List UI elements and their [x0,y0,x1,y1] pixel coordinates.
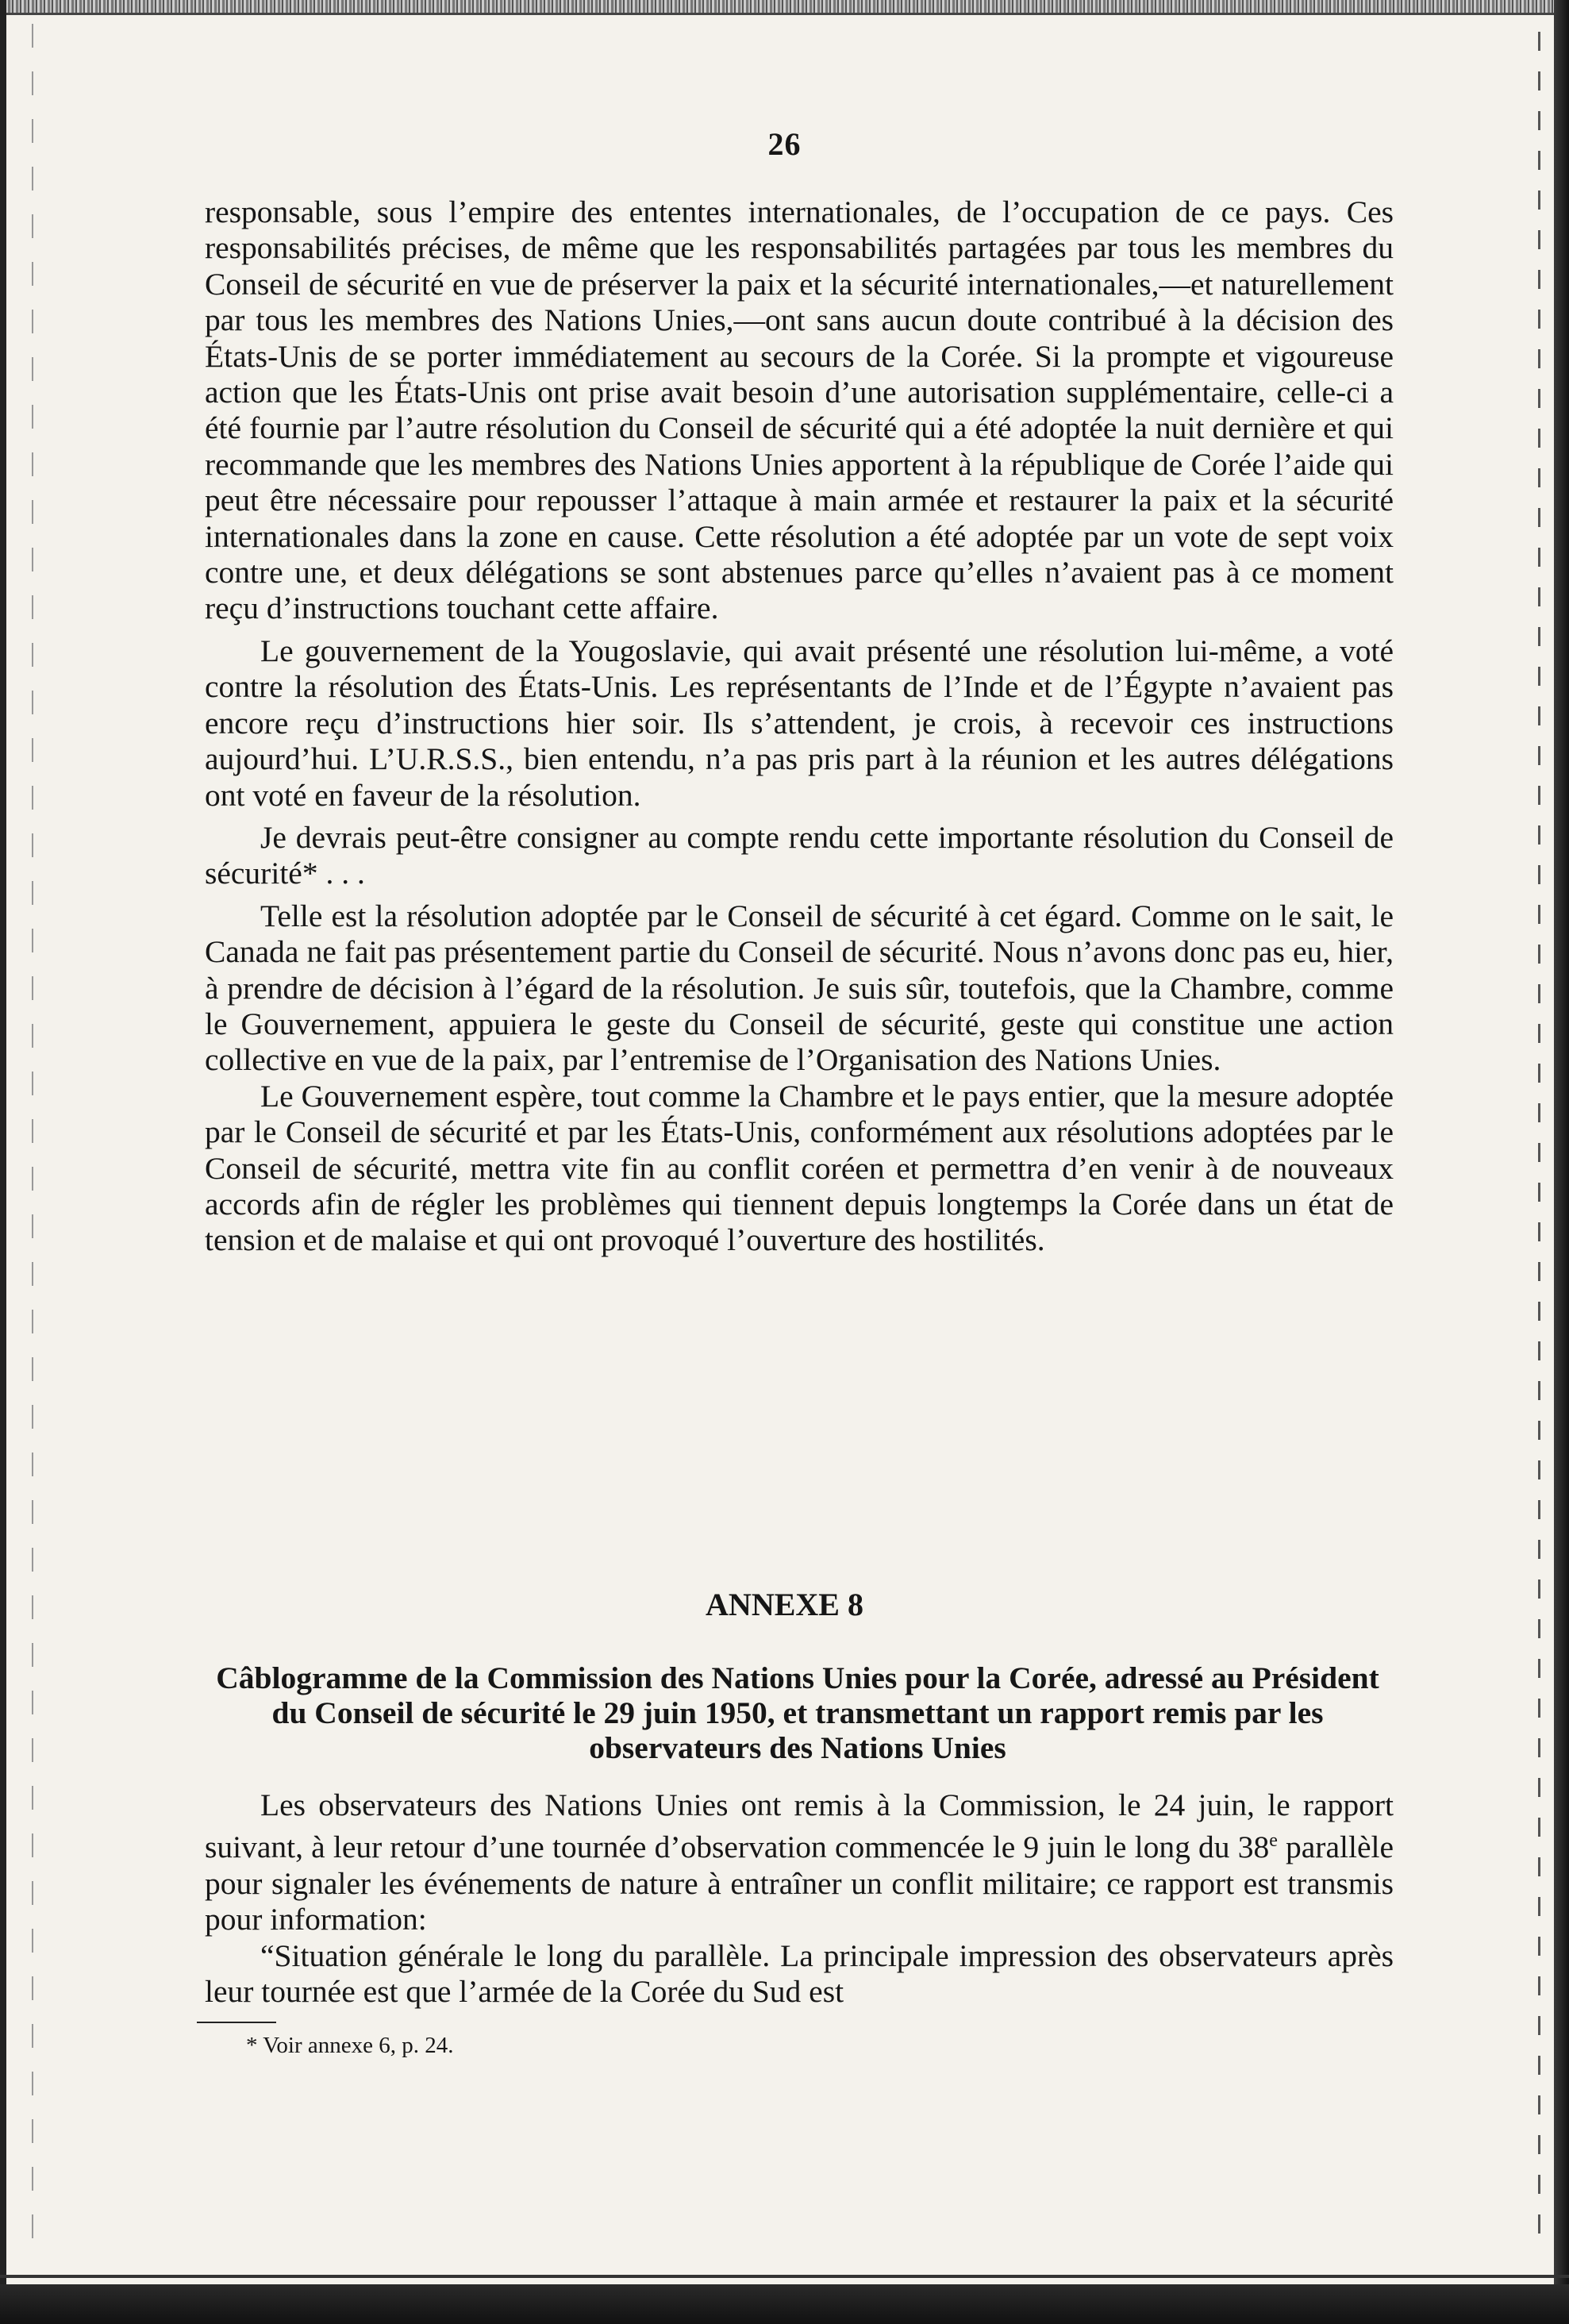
scan-left-edge [0,0,6,2324]
footnote-rule [197,2022,276,2023]
annex-paragraph-intro: Les observateurs des Nations Unies ont remis à la Commission, le 24 juin, le rapport suivant, à leur retour d’une tournée d’observation commencée le 9 juin le long du 38e parallèle pour signaler les événements de nature à entraîner un conflit militaire; ce rapport est transmis pour information: [205,1787,1394,1937]
scan-left-perforation [32,24,33,2262]
paragraph-consigner: Je devrais peut-être consigner au compte rendu cette importante résolution du Conseil de sécurité* . . . [205,819,1394,891]
scan-right-edge [1554,0,1569,2324]
scan-top-rule [0,13,1569,15]
annex-title: ANNEXE 8 [706,1587,863,1622]
annex-heading: Câblogramme de la Commission des Nations Unies pour la Corée, adressé au Président du Conseil de sécurité le 29 juin 1950, et transmettant un rapport remis par les observateurs des Nations Unies [216,1660,1379,1765]
paragraph-continuation: responsable, sous l’empire des ententes internationales, de l’occupation de ce pays. Ces responsabilités précises, de même que les responsabilités partagées par tous les membres du Conseil de sécurité en vue de préserver la paix et la sécurité internationales,—et naturellement par tous les membres des Nations Unies,—ont sans aucun doute contribué à la décision des États-Unis de se porter immédiatement au secours de la Corée. Si la prompte et vigoureuse action que les États-Unis ont prise avait besoin d’une autorisation supplémentaire, celle-ci a été fournie par l’autre résolution du Conseil de sécurité qui a été adoptée la nuit dernière et qui recommande que les membres des Nations Unies apportent à la république de Corée l’aide qui peut être nécessaire pour repousser l’attaque à main armée et restaurer la paix et la sécurité internationales dans la zone en cause. Cette résolution a été adoptée par un vote de sept voix contre une, et deux délégations se sont abstenues parce qu’elles n’avaient pas à ce moment reçu d’instructions touchant cette affaire. [205,194,1394,626]
scan-bottom-rule [0,2275,1569,2278]
scan-right-perforation [1538,32,1540,2254]
body-text [205,194,1394,1259]
annex-paragraph-situation: “Situation générale le long du parallèle. La principale impression des observateurs après leur tournée est que l’armée de la Corée du Sud est [205,1937,1394,2010]
scan-top-edge [0,0,1569,13]
paragraph-yougoslavie: Le gouvernement de la Yougoslavie, qui avait présenté une résolution lui-même, a voté contre la résolution des États-Unis. Les représentants de l’Inde et de l’Égypte n’avaient pas encore reçu d’instructions hier soir. Ils s’attendent, je crois, à recevoir ces instructions aujourd’hui. L’U.R.S.S., bien entendu, n’a pas pris part à la réunion et les autres délégations ont voté en faveur de la résolution. [205,633,1394,813]
page-number: 26 [767,126,802,162]
paragraph-resolution-adoptee: Telle est la résolution adoptée par le Conseil de sécurité à cet égard. Comme on le sait, le Canada ne fait pas présentement partie du Conseil de sécurité. Nous n’avons donc pas eu, hier, à prendre de décision à l’égard de la résolution. Je suis sûr, toutefois, que la Chambre, comme le Gouvernement, appuiera le geste du Conseil de sécurité, geste qui constitue une action collective en vue de la paix, par l’entremise de l’Organisation des Nations Unies. [205,898,1394,1078]
paragraph-gouvernement-espere: Le Gouvernement espère, tout comme la Chambre et le pays entier, que la mesure adoptée par le Conseil de sécurité et par les États-Unis, conformément aux résolutions adoptées par le Conseil de sécurité, mettra vite fin au conflit coréen et permettra d’en venir à de nouveaux accords afin de régler les problèmes qui tiennent depuis longtemps la Corée dans un état de tension et de malaise et qui ont provoqué l’ouverture des hostilités. [205,1078,1394,1258]
scan-bottom-edge [0,2284,1569,2324]
footnote: * Voir annexe 6, p. 24. [246,2033,454,2058]
annex-body-text [205,1787,1394,2010]
